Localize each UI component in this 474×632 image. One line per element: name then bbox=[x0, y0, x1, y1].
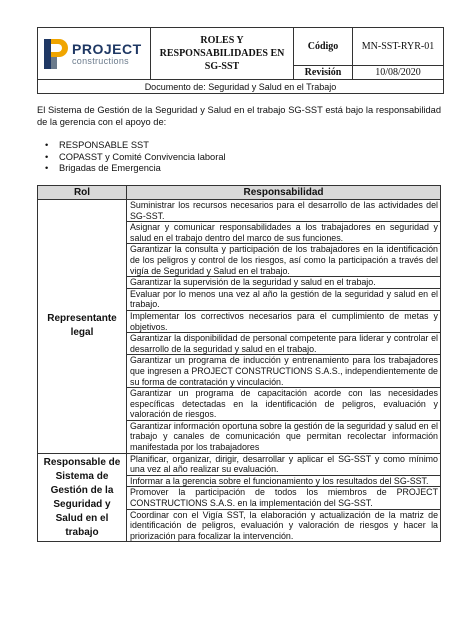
column-header-rol: Rol bbox=[38, 186, 127, 200]
logo-word-project: PROJECT bbox=[72, 40, 142, 57]
list-item: • RESPONSABLE SST bbox=[45, 140, 226, 152]
logo-cell bbox=[38, 28, 151, 80]
table-row: Suministrar los recursos necesarios para el desarrollo de las actividades del SG-SST. bbox=[127, 200, 441, 222]
code-value: MN-SST-RYR-01 bbox=[353, 28, 444, 66]
revision-value: 10/08/2020 bbox=[353, 66, 444, 80]
table-row: Implementar los correctivos necesarios para el cumplimiento de metas y objetivos. bbox=[127, 310, 441, 332]
table-row: Garantizar un programa de inducción y entrenamiento para los trabajadores que ingresen a PROJECT CONSTRUCTIONS S.A.S., independientemente de su forma de contratación y vinculación. bbox=[127, 355, 441, 388]
roles-table bbox=[37, 185, 441, 542]
table-row: Coordinar con el Vigía SST, la elaboración y actualización de la matriz de identificación de peligros, evaluación y valoración de riesgos y hacer la priorización para focalizar la intervención. bbox=[127, 509, 441, 542]
document-of-line: Documento de: Seguridad y Salud en el Trabajo bbox=[38, 80, 444, 94]
table-row: Garantizar la supervisión de la seguridad y salud en el trabajo. bbox=[127, 277, 441, 289]
document-header bbox=[37, 27, 444, 94]
table-row: Promover la participación de todos los miembros de PROJECT CONSTRUCTIONS S.A.S. en la implementación del SG-SST. bbox=[127, 487, 441, 509]
column-header-responsabilidad: Responsabilidad bbox=[127, 186, 441, 200]
list-item: • COPASST y Comité Convivencia laboral bbox=[45, 152, 226, 164]
table-row: Garantizar un programa de capacitación acorde con las necesidades específicas detectadas en la identificación de peligros, evaluación y valoración de riesgos. bbox=[127, 388, 441, 421]
logo-p-icon bbox=[44, 39, 68, 69]
table-row: Garantizar información oportuna sobre la gestión de la seguridad y salud en el trabajo y canales de comunicación que permitan recolectar información manifestada por los trabajadores bbox=[127, 420, 441, 453]
table-row: Garantizar la disponibilidad de personal competente para liderar y controlar el desarrollo de la seguridad y salud en el trabajo. bbox=[127, 333, 441, 355]
table-row: Asignar y comunicar responsabilidades a los trabajadores en seguridad y salud en el trabajo dentro del marco de sus funciones. bbox=[127, 222, 441, 244]
support-list bbox=[45, 140, 226, 175]
table-row: Garantizar la consulta y participación de los trabajadores en la identificación de los peligros y control de los riesgos, así como la participación a través del vigía de Seguridad y Salud en el trabajo. bbox=[127, 244, 441, 277]
logo-word-constructions: constructions bbox=[72, 55, 129, 66]
role-cell: Responsable de Sistema de Gestión de la Seguridad y Salud en el trabajo bbox=[38, 453, 127, 542]
document-title: ROLES Y RESPONSABILIDADES EN SG-SST bbox=[151, 28, 294, 80]
role-cell: Representante legal bbox=[38, 200, 127, 454]
table-row: Evaluar por lo menos una vez al año la gestión de la seguridad y salud en el trabajo. bbox=[127, 288, 441, 310]
list-item: • Brigadas de Emergencia bbox=[45, 163, 226, 175]
table-row: Informar a la gerencia sobre el funcionamiento y los resultados del SG-SST. bbox=[127, 475, 441, 487]
intro-paragraph: El Sistema de Gestión de la Seguridad y Salud en el trabajo SG-SST está bajo la responsabilidad de la gerencia con el apoyo de: bbox=[37, 105, 441, 127]
company-logo bbox=[38, 39, 150, 69]
code-label: Código bbox=[294, 28, 353, 66]
table-row: Planificar, organizar, dirigir, desarrollar y aplicar el SG-SST y como mínimo una vez al año realizar su evaluación. bbox=[127, 453, 441, 475]
revision-label: Revisión bbox=[294, 66, 353, 80]
